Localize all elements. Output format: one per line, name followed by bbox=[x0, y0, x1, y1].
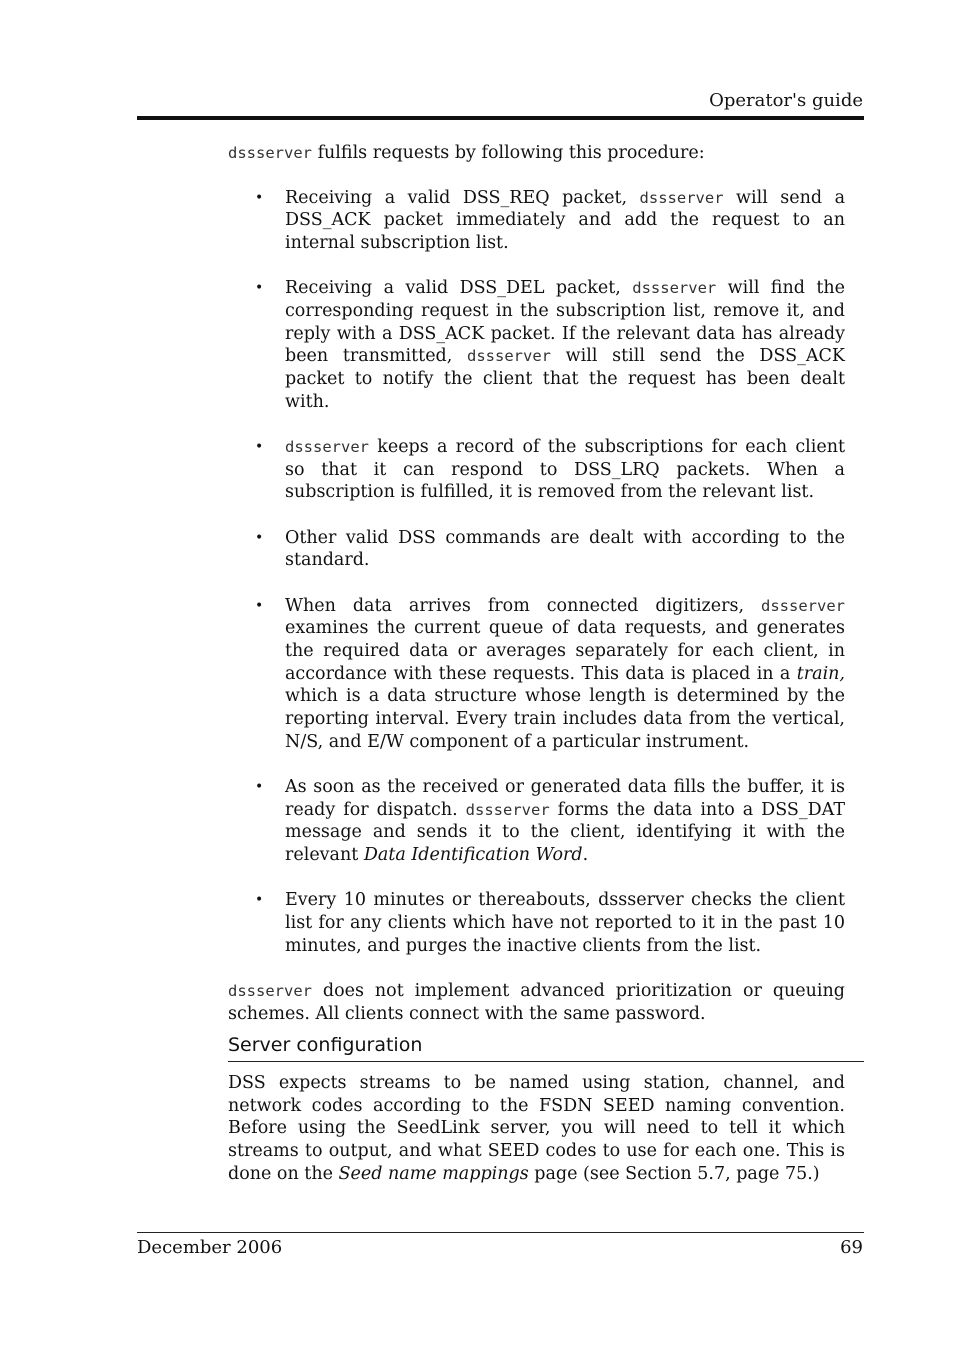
list-item bbox=[228, 187, 845, 255]
command-name: dssserver bbox=[639, 188, 724, 207]
command-name: dssserver bbox=[285, 438, 369, 457]
procedure-list bbox=[228, 187, 845, 958]
list-item bbox=[228, 595, 845, 754]
bullet-icon: • bbox=[255, 892, 264, 909]
section-text: page (see Section 5.7, page 75.) bbox=[528, 1163, 820, 1184]
item-text: which is a data structure whose length is determined by the reporting interval. Every train includes data from the vertical, N/S, and E/W component of a particular instrument. bbox=[285, 686, 845, 752]
page-number: 69 bbox=[840, 1237, 863, 1258]
section-paragraph bbox=[228, 1072, 845, 1186]
emphasis-text: train, bbox=[796, 663, 845, 684]
item-text: Every 10 minutes or thereabouts, dssserver checks the client list for any clients which have not reported to it in the past 10 minutes, and purges the inactive clients from the list. bbox=[285, 890, 845, 956]
footer-date: December 2006 bbox=[137, 1237, 283, 1258]
item-text: will send a DSS_ACK packet immediately and add the request to an internal subscription list. bbox=[285, 187, 846, 254]
command-name: dssserver bbox=[228, 144, 312, 162]
bullet-icon: • bbox=[255, 280, 264, 297]
page-reference-emphasis: Seed name mappings bbox=[338, 1163, 529, 1184]
intro-text: fulfils requests by following this procedure: bbox=[312, 143, 705, 163]
emphasis-text: Data Identification Word bbox=[363, 845, 583, 866]
item-text: forms the data into a DSS_DAT message and sends it to the client, identifying it with the relevant bbox=[285, 799, 845, 866]
command-name: dssserver bbox=[465, 800, 550, 819]
bullet-icon: • bbox=[255, 778, 264, 795]
list-item bbox=[228, 277, 845, 413]
item-text: As soon as the received or generated data fills the buffer, it is ready for dispatch. bbox=[285, 776, 845, 820]
bullet-icon: • bbox=[255, 439, 264, 456]
intro-paragraph bbox=[228, 142, 845, 165]
command-name: dssserver bbox=[467, 347, 551, 366]
item-text: keeps a record of the subscriptions for each client so that it can respond to DSS_LRQ packets. When a subscription is fulfilled, it is removed from the relevant list. bbox=[285, 437, 845, 503]
header-rule bbox=[137, 116, 864, 120]
list-item bbox=[228, 776, 845, 867]
page-content bbox=[228, 142, 845, 1025]
bullet-icon: • bbox=[255, 189, 264, 206]
footer-rule bbox=[137, 1232, 864, 1233]
command-name: dssserver bbox=[228, 981, 312, 1000]
item-text: . bbox=[582, 845, 589, 866]
section-heading: Server configuration bbox=[228, 1032, 864, 1062]
bullet-icon: • bbox=[255, 529, 264, 546]
list-item bbox=[228, 436, 845, 504]
item-text: Other valid DSS commands are dealt with according to the standard. bbox=[285, 527, 845, 571]
item-text: Receiving a valid DSS_REQ packet, bbox=[285, 187, 640, 208]
item-text: will still send the DSS_ACK packet to notify the client that the request has been dealt with. bbox=[285, 346, 845, 412]
command-name: dssserver bbox=[761, 596, 845, 615]
closing-paragraph bbox=[228, 980, 845, 1025]
command-name: dssserver bbox=[632, 279, 717, 298]
bullet-icon: • bbox=[255, 597, 264, 614]
section-text: DSS expects streams to be named using station, channel, and network codes according to the FSDN SEED naming convention. Before using the SeedLink server, you will need to tell it which streams to output, and what SEED codes to use for each one. This is done on the bbox=[228, 1073, 845, 1184]
list-item bbox=[228, 527, 845, 572]
item-text: Receiving a valid DSS_DEL packet, bbox=[285, 278, 633, 299]
item-text: examines the current queue of data requests, and generates the required data or averages separately for each client, in accordance with these requests. This data is placed in a bbox=[285, 618, 845, 684]
item-text: When data arrives from connected digitizers, bbox=[285, 595, 761, 616]
closing-text: does not implement advanced prioritization or queuing schemes. All clients connect with the same password. bbox=[228, 980, 845, 1024]
running-header: Operator's guide bbox=[709, 90, 863, 111]
item-text: will find the corresponding request in the subscription list, remove it, and reply with a DSS_ACK packet. If the relevant data has already been transmitted, bbox=[285, 278, 846, 367]
list-item bbox=[228, 889, 845, 957]
